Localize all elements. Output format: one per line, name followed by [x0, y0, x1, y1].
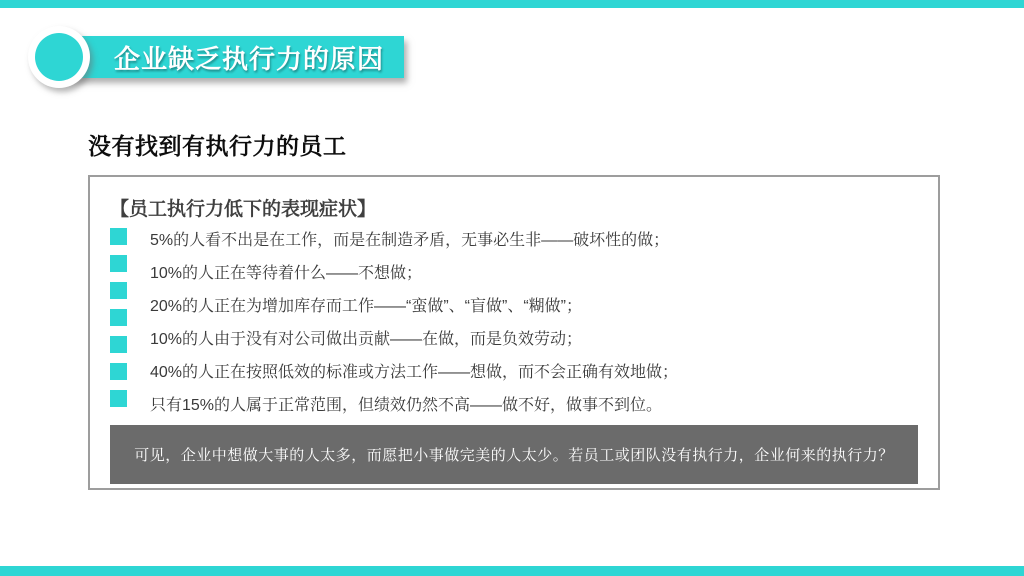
summary-text: 可见，企业中想做大事的人太多，而愿把小事做完美的人太少。若员工或团队没有执行力，企业何来的执行力？ [134, 447, 894, 464]
symptom-item: 只有15%的人属于正常范围，但绩效仍然不高——做不好，做事不到位。 [150, 397, 663, 414]
bullet-square-icon [110, 336, 127, 353]
bullet-square-icon [110, 255, 127, 272]
symptom-item: 5%的人看不出是在工作，而是在制造矛盾，无事必生非——破坏性的做； [150, 232, 670, 249]
header-title-banner [62, 36, 404, 78]
symptoms-panel [88, 175, 940, 490]
symptom-item: 40%的人正在按照低效的标准或方法工作——想做，而不会正确有效地做； [150, 364, 679, 381]
symptom-item: 20%的人正在为增加库存而工作——“蛮做”、“盲做”、“糊做”； [150, 298, 582, 315]
bullet-column [110, 228, 127, 407]
bullet-square-icon [110, 363, 127, 380]
circle-inner-dot [35, 33, 83, 81]
section-subtitle: 没有找到有执行力的员工 [88, 133, 347, 159]
top-accent-bar [0, 0, 1024, 8]
bullet-square-icon [110, 309, 127, 326]
summary-bar [110, 425, 918, 484]
bullet-square-icon [110, 282, 127, 299]
bullet-square-icon [110, 228, 127, 245]
symptom-item: 10%的人正在等待着什么——不想做； [150, 265, 423, 282]
bullet-square-icon [110, 390, 127, 407]
symptom-item: 10%的人由于没有对公司做出贡献——在做，而是负效劳动； [150, 331, 583, 348]
bottom-accent-bar [0, 566, 1024, 576]
panel-title: 【员工执行力低下的表现症状】 [110, 199, 377, 220]
symptom-list [150, 224, 920, 422]
header-circle-icon [28, 26, 90, 88]
page-title: 企业缺乏执行力的原因 [114, 43, 385, 74]
